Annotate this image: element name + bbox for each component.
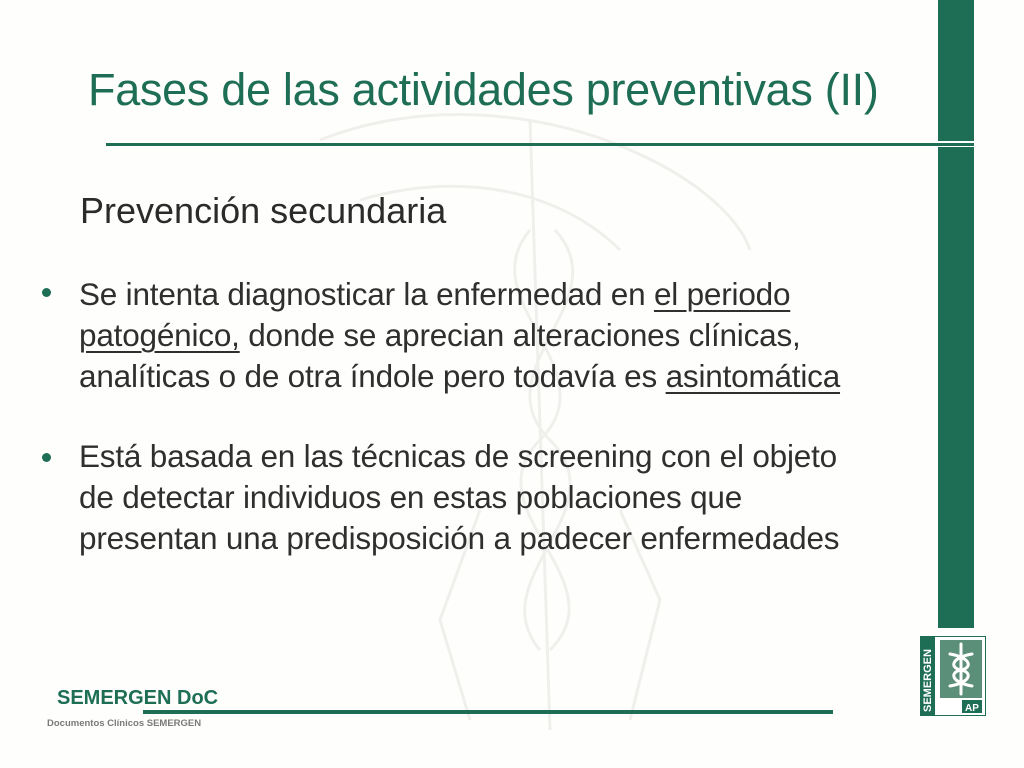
bullet-dot-icon — [42, 453, 51, 462]
bullet-line: de detectar individuos en estas poblaciones que — [79, 479, 743, 515]
slide-subtitle: Prevención secundaria — [80, 190, 447, 231]
bullet-line: analíticas o de otra índole pero todavía es asintomática — [79, 358, 841, 394]
bullet-text — [79, 274, 840, 397]
footer-rule — [143, 710, 833, 714]
bullet-line: presentan una predisposición a padecer enfermedades — [79, 520, 840, 556]
bullet-dot-icon — [42, 288, 51, 297]
footer-brand: SEMERGEN DoC — [57, 687, 219, 709]
title-rule — [106, 143, 974, 146]
right-accent-bar — [938, 0, 974, 628]
logo-badge: AP — [965, 703, 979, 714]
logo-text: SEMERGEN — [922, 649, 934, 712]
caduceus-watermark-icon — [300, 80, 760, 740]
bullet-line: patogénico, donde se aprecian alteraciones clínicas, — [79, 317, 801, 353]
bullet-line: Se intenta diagnosticar la enfermedad en el periodo — [79, 276, 791, 312]
slide-title: Fases de las actividades preventivas (II) — [88, 64, 879, 115]
semergen-ap-logo — [920, 636, 986, 716]
footer-brand-subtitle: Documentos Clínicos SEMERGEN — [47, 718, 202, 729]
bullet-text — [79, 436, 839, 559]
bullet-line: Está basada en las técnicas de screening con el objeto — [79, 438, 837, 474]
